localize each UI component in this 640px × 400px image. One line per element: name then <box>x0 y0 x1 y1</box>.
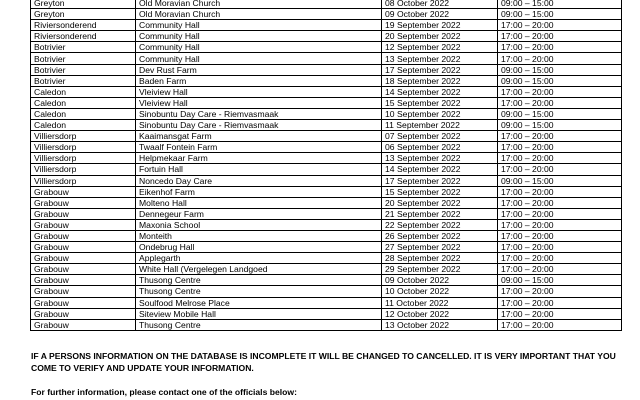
town-cell: Grabouw <box>31 219 136 230</box>
table-row <box>31 242 622 253</box>
date-cell: 10 September 2022 <box>382 108 498 119</box>
time-cell: 09:00 – 15:00 <box>498 275 622 286</box>
table-row <box>31 253 622 264</box>
town-cell: Villiersdorp <box>31 131 136 142</box>
table-row <box>31 197 622 208</box>
venue-cell: Vleiview Hall <box>136 86 382 97</box>
table-row <box>31 97 622 108</box>
date-cell: 20 September 2022 <box>382 31 498 42</box>
schedule-table <box>30 0 622 331</box>
venue-cell: Siteview Mobile Hall <box>136 308 382 319</box>
date-cell: 22 September 2022 <box>382 219 498 230</box>
town-cell: Botrivier <box>31 42 136 53</box>
town-cell: Caledon <box>31 108 136 119</box>
contact-info-line: For further information, please contact one of the officials below: <box>31 387 297 397</box>
date-cell: 27 September 2022 <box>382 242 498 253</box>
town-cell: Riviersonderend <box>31 31 136 42</box>
venue-cell: Helpmekaar Farm <box>136 153 382 164</box>
date-cell: 12 October 2022 <box>382 308 498 319</box>
date-cell: 13 October 2022 <box>382 319 498 330</box>
venue-cell: Molteno Hall <box>136 197 382 208</box>
date-cell: 09 October 2022 <box>382 9 498 20</box>
venue-cell: Soulfood Melrose Place <box>136 297 382 308</box>
date-cell: 19 September 2022 <box>382 20 498 31</box>
venue-cell: Eikenhof Farm <box>136 186 382 197</box>
time-cell: 17:00 – 20:00 <box>498 297 622 308</box>
date-cell: 17 September 2022 <box>382 64 498 75</box>
time-cell: 09:00 – 15:00 <box>498 75 622 86</box>
town-cell: Grabouw <box>31 197 136 208</box>
date-cell: 29 September 2022 <box>382 264 498 275</box>
table-row <box>31 20 622 31</box>
town-cell: Grabouw <box>31 286 136 297</box>
table-row <box>31 142 622 153</box>
town-cell: Greyton <box>31 0 136 9</box>
table-row <box>31 264 622 275</box>
time-cell: 17:00 – 20:00 <box>498 97 622 108</box>
town-cell: Botrivier <box>31 75 136 86</box>
time-cell: 17:00 – 20:00 <box>498 186 622 197</box>
time-cell: 17:00 – 20:00 <box>498 219 622 230</box>
town-cell: Grabouw <box>31 275 136 286</box>
database-notice: IF A PERSONS INFORMATION ON THE DATABASE IS INCOMPLETE IT WILL BE CHANGED TO CANCELLED. IT IS VERY IMPORTANT THAT YOU COME TO VERIFY AND UPDATE YOUR INFORMATION. <box>31 351 616 373</box>
venue-cell: Community Hall <box>136 53 382 64</box>
town-cell: Caledon <box>31 97 136 108</box>
table-row <box>31 230 622 241</box>
date-cell: 15 September 2022 <box>382 186 498 197</box>
table-row <box>31 308 622 319</box>
time-cell: 17:00 – 20:00 <box>498 308 622 319</box>
date-cell: 14 September 2022 <box>382 164 498 175</box>
date-cell: 07 September 2022 <box>382 131 498 142</box>
venue-cell: Sinobuntu Day Care - Riemvasmaak <box>136 108 382 119</box>
venue-cell: Ondebrug Hall <box>136 242 382 253</box>
venue-cell: Thusong Centre <box>136 286 382 297</box>
table-row <box>31 131 622 142</box>
venue-cell: Fortuin Hall <box>136 164 382 175</box>
table-row <box>31 120 622 131</box>
time-cell: 17:00 – 20:00 <box>498 242 622 253</box>
venue-cell: Applegarth <box>136 253 382 264</box>
table-row <box>31 319 622 330</box>
date-cell: 28 September 2022 <box>382 253 498 264</box>
date-cell: 10 October 2022 <box>382 286 498 297</box>
time-cell: 17:00 – 20:00 <box>498 153 622 164</box>
venue-cell: Community Hall <box>136 31 382 42</box>
date-cell: 17 September 2022 <box>382 175 498 186</box>
time-cell: 17:00 – 20:00 <box>498 286 622 297</box>
town-cell: Caledon <box>31 86 136 97</box>
town-cell: Greyton <box>31 9 136 20</box>
town-cell: Riviersonderend <box>31 20 136 31</box>
date-cell: 20 September 2022 <box>382 197 498 208</box>
time-cell: 09:00 – 15:00 <box>498 9 622 20</box>
venue-cell: Kaaimansgat Farm <box>136 131 382 142</box>
time-cell: 17:00 – 20:00 <box>498 131 622 142</box>
time-cell: 09:00 – 15:00 <box>498 64 622 75</box>
town-cell: Caledon <box>31 120 136 131</box>
table-row <box>31 286 622 297</box>
time-cell: 17:00 – 20:00 <box>498 86 622 97</box>
venue-cell: Community Hall <box>136 42 382 53</box>
time-cell: 09:00 – 15:00 <box>498 175 622 186</box>
table-row <box>31 164 622 175</box>
time-cell: 17:00 – 20:00 <box>498 264 622 275</box>
venue-cell: Thusong Centre <box>136 275 382 286</box>
time-cell: 17:00 – 20:00 <box>498 319 622 330</box>
venue-cell: Old Moravian Church <box>136 0 382 9</box>
town-cell: Villiersdorp <box>31 142 136 153</box>
venue-cell: Vleiview Hall <box>136 97 382 108</box>
table-row <box>31 53 622 64</box>
date-cell: 08 October 2022 <box>382 0 498 9</box>
table-row <box>31 31 622 42</box>
date-cell: 26 September 2022 <box>382 230 498 241</box>
time-cell: 17:00 – 20:00 <box>498 208 622 219</box>
table-row <box>31 42 622 53</box>
venue-cell: Old Moravian Church <box>136 9 382 20</box>
town-cell: Grabouw <box>31 297 136 308</box>
town-cell: Grabouw <box>31 264 136 275</box>
table-row <box>31 186 622 197</box>
table-row <box>31 108 622 119</box>
time-cell: 17:00 – 20:00 <box>498 31 622 42</box>
town-cell: Villiersdorp <box>31 153 136 164</box>
table-row <box>31 75 622 86</box>
table-row <box>31 208 622 219</box>
date-cell: 18 September 2022 <box>382 75 498 86</box>
venue-cell: Noncedo Day Care <box>136 175 382 186</box>
time-cell: 17:00 – 20:00 <box>498 197 622 208</box>
venue-cell: Community Hall <box>136 20 382 31</box>
venue-cell: White Hall (Vergelegen Landgoed <box>136 264 382 275</box>
table-row <box>31 9 622 20</box>
date-cell: 15 September 2022 <box>382 97 498 108</box>
date-cell: 06 September 2022 <box>382 142 498 153</box>
time-cell: 17:00 – 20:00 <box>498 142 622 153</box>
date-cell: 09 October 2022 <box>382 275 498 286</box>
table-row <box>31 275 622 286</box>
table-row <box>31 175 622 186</box>
date-cell: 12 September 2022 <box>382 42 498 53</box>
time-cell: 09:00 – 15:00 <box>498 108 622 119</box>
time-cell: 17:00 – 20:00 <box>498 42 622 53</box>
venue-cell: Monteith <box>136 230 382 241</box>
town-cell: Grabouw <box>31 230 136 241</box>
town-cell: Botrivier <box>31 53 136 64</box>
date-cell: 13 September 2022 <box>382 53 498 64</box>
venue-cell: Dennegeur Farm <box>136 208 382 219</box>
venue-cell: Dev Rust Farm <box>136 64 382 75</box>
table-row <box>31 153 622 164</box>
table-row <box>31 86 622 97</box>
town-cell: Botrivier <box>31 64 136 75</box>
town-cell: Villiersdorp <box>31 164 136 175</box>
town-cell: Grabouw <box>31 308 136 319</box>
town-cell: Grabouw <box>31 242 136 253</box>
time-cell: 17:00 – 20:00 <box>498 53 622 64</box>
table-row <box>31 0 622 9</box>
venue-cell: Baden Farm <box>136 75 382 86</box>
date-cell: 21 September 2022 <box>382 208 498 219</box>
town-cell: Grabouw <box>31 186 136 197</box>
time-cell: 09:00 – 15:00 <box>498 0 622 9</box>
venue-cell: Sinobuntu Day Care - Riemvasmaak <box>136 120 382 131</box>
town-cell: Grabouw <box>31 319 136 330</box>
time-cell: 17:00 – 20:00 <box>498 253 622 264</box>
town-cell: Grabouw <box>31 253 136 264</box>
town-cell: Villiersdorp <box>31 175 136 186</box>
date-cell: 11 September 2022 <box>382 120 498 131</box>
schedule-body <box>31 0 622 330</box>
date-cell: 11 October 2022 <box>382 297 498 308</box>
date-cell: 13 September 2022 <box>382 153 498 164</box>
table-row <box>31 219 622 230</box>
time-cell: 17:00 – 20:00 <box>498 164 622 175</box>
venue-cell: Maxonia School <box>136 219 382 230</box>
table-row <box>31 64 622 75</box>
time-cell: 09:00 – 15:00 <box>498 120 622 131</box>
date-cell: 14 September 2022 <box>382 86 498 97</box>
time-cell: 17:00 – 20:00 <box>498 20 622 31</box>
venue-cell: Thusong Centre <box>136 319 382 330</box>
time-cell: 17:00 – 20:00 <box>498 230 622 241</box>
venue-cell: Twaalf Fontein Farm <box>136 142 382 153</box>
town-cell: Grabouw <box>31 208 136 219</box>
table-row <box>31 297 622 308</box>
